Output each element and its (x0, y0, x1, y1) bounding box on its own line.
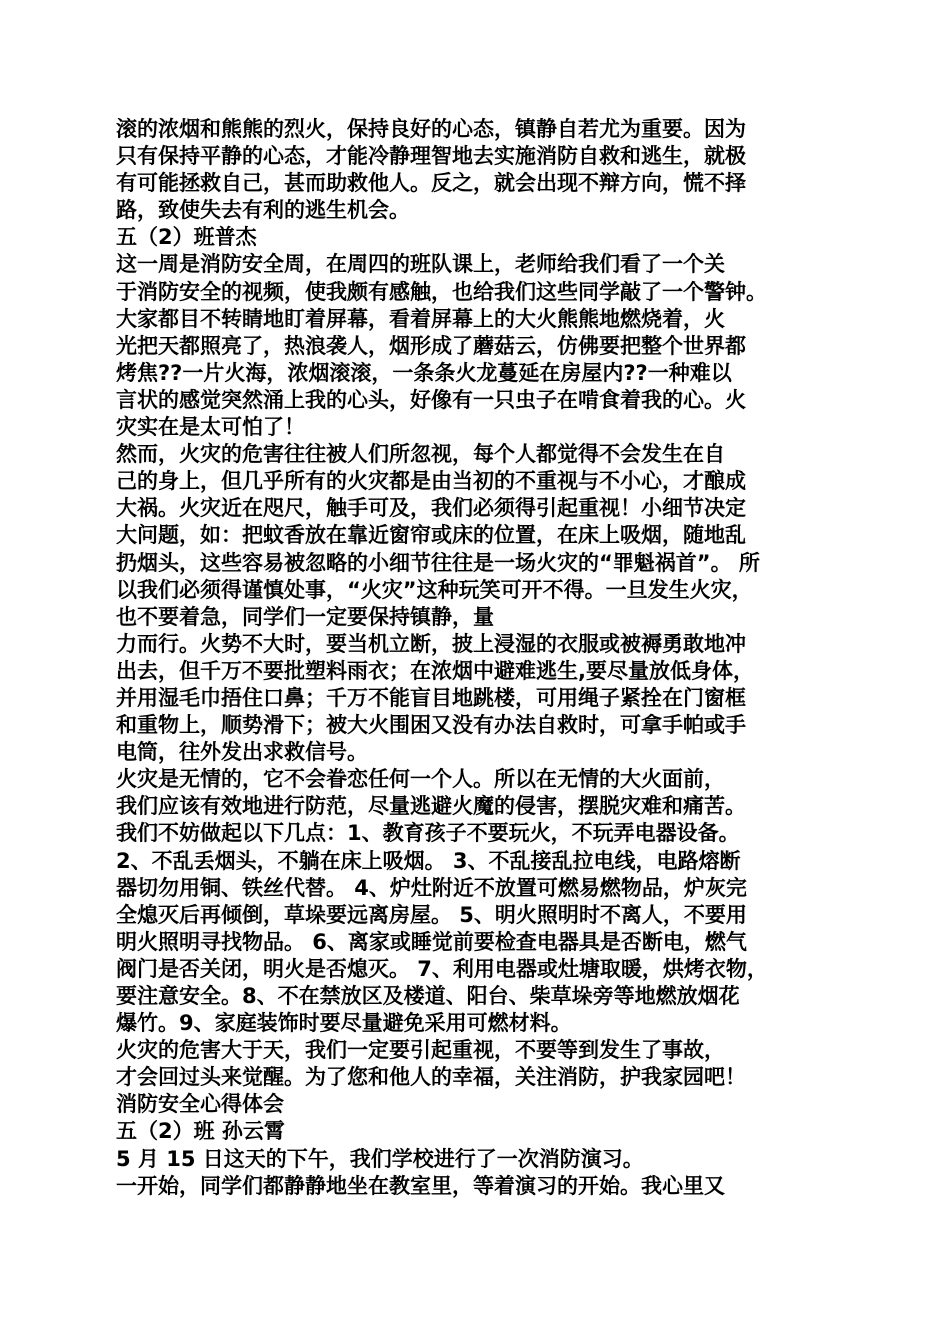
text-line: 灾实在是太可怕了！ (116, 415, 305, 440)
text-line: 要注意安全。8、不在禁放区及楼道、阳台、柴草垛旁等地燃放烟花 (116, 984, 740, 1008)
text-line: 爆竹。9、家庭装饰时要尽量避免采用可燃材料。 (116, 1011, 572, 1036)
text-line: 火灾的危害大于天，我们一定要引起重视，不要等到发生了事故， (116, 1038, 725, 1063)
text-line: 己的身上，但几乎所有的火灾都是由当初的不重视与不小心，才酿成 (116, 469, 746, 494)
text-line: 力而行。火势不大时，要当机立断，披上浸湿的衣服或被褥勇敢地冲 (116, 631, 746, 656)
text-line: 和重物上，顺势滑下；被大火围困又没有办法自救时，可拿手帕或手 (116, 713, 746, 738)
text-line: 滚的浓烟和熊熊的烈火，保持良好的心态，镇静自若尤为重要。因为 (116, 117, 746, 141)
text-line: 才会回过头来觉醒。为了您和他人的幸福，关注消防，护我家园吧！ (116, 1065, 746, 1090)
text-line: 大祸。火灾近在咫尺，触手可及，我们必须得引起重视！小细节决定 (116, 496, 746, 521)
text-line: 并用湿毛巾捂住口鼻；千万不能盲目地跳楼，可用绳子紧拴在门窗框 (116, 685, 746, 710)
text-line: 我们不妨做起以下几点：1、教育孩子不要玩火，不玩弄电器设备。 (116, 821, 740, 846)
text-line: 出去，但千万不要批塑料雨衣；在浓烟中避难逃生,要尽量放低身体， (116, 658, 754, 683)
text-line: 火灾是无情的，它不会眷恋任何一个人。所以在无情的大火面前， (116, 767, 725, 792)
text-line: 于消防安全的视频，使我颇有感触，也给我们这些同学敲了一个警钟。 (116, 279, 767, 304)
text-line: 光把天都照亮了，热浪袭人，烟形成了蘑菇云，仿佛要把整个世界都 (116, 333, 746, 358)
text-line: 言状的感觉突然涌上我的心头，好像有一只虫子在啃食着我的心。火 (116, 387, 746, 412)
text-line: 这一周是消防安全周，在周四的班队课上，老师给我们看了一个关 (116, 252, 725, 277)
text-line: 一开始，同学们都静静地坐在教室里，等着演习的开始。我心里又 (116, 1173, 725, 1198)
text-line: 2、不乱丢烟头，不躺在床上吸烟。 3、不乱接乱拉电线，电路熔断 (116, 848, 741, 873)
author-line: 五（2）班 孙云霄 (116, 1119, 285, 1144)
text-line: 以我们必须得谨慎处事，“火灾”这种玩笑可开不得。一旦发生火灾， (116, 577, 753, 602)
text-line: 也不要着急，同学们一定要保持镇静，量 (116, 604, 494, 629)
text-line: 烤焦??一片火海，浓烟滚滚，一条条火龙蔓延在房屋内??一种难以 (116, 360, 732, 385)
text-line: 器切勿用铜、铁丝代替。 4、炉灶附近不放置可燃易燃物品，炉灰完 (116, 875, 747, 900)
text-line: 大家都目不转睛地盯着屏幕，看着屏幕上的大火熊熊地燃烧着，火 (116, 306, 725, 331)
text-line: 只有保持平静的心态，才能冷静理智地去实施消防自救和逃生，就极 (116, 144, 746, 169)
section-title: 消防安全心得体会 (116, 1092, 284, 1117)
text-line: 电筒，往外发出求救信号。 (116, 740, 368, 765)
text-line: 我们应该有效地进行防范，尽量逃避火魔的侵害，摆脱灾难和痛苦。 (116, 794, 746, 819)
text-line: 阀门是否关闭，明火是否熄灭。 7、利用电器或灶塘取暖，烘烤衣物， (116, 956, 768, 981)
author-line: 五（2）班普杰 (116, 225, 257, 250)
text-line: 全熄灭后再倾倒，草垛要远离房屋。 5、明火照明时不离人，不要用 (116, 902, 747, 927)
text-line: 大问题，如：把蚊香放在靠近窗帘或床的位置，在床上吸烟，随地乱 (116, 523, 746, 548)
text-line: 路，致使失去有利的逃生机会。 (116, 198, 410, 223)
document-body (116, 116, 846, 1200)
text-line: 5 月 15 日这天的下午，我们学校进行了一次消防演习。 (116, 1146, 644, 1171)
text-line: 明火照明寻找物品。 6、离家或睡觉前要检查电器具是否断电，燃气 (116, 929, 747, 954)
text-line: 有可能拯救自己，甚而助救他人。反之，就会出现不辩方向，慌不择 (116, 171, 746, 196)
text-line: 然而，火灾的危害往往被人们所忽视，每个人都觉得不会发生在自 (116, 442, 725, 467)
text-line: 扔烟头，这些容易被忽略的小细节往往是一场火灾的“罪魁祸首”。 所 (116, 550, 760, 575)
